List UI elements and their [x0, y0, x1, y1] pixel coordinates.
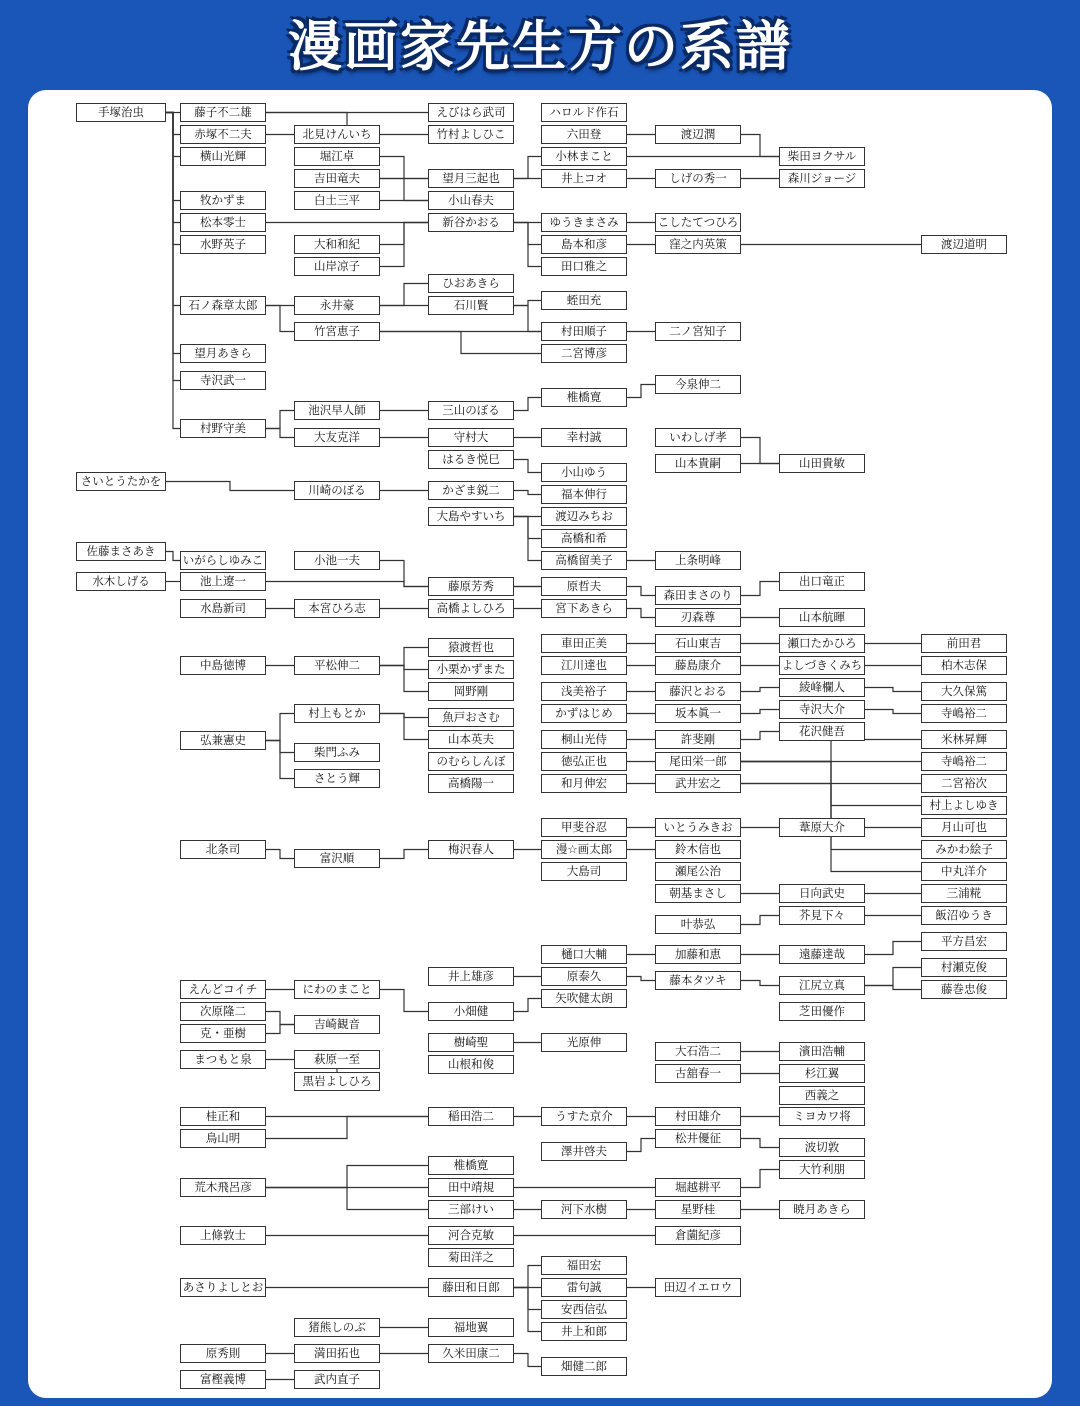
- person-box: 刃森尊: [655, 608, 741, 627]
- person-box: 吉田竜夫: [294, 169, 380, 188]
- person-box: 星野桂: [655, 1200, 741, 1219]
- person-box: 水木しげる: [76, 572, 166, 591]
- person-box: 暁月あきら: [779, 1200, 865, 1219]
- person-box: 北条司: [180, 840, 266, 859]
- person-box: 藤田和日郎: [428, 1278, 514, 1297]
- lineage-connector: [380, 157, 428, 179]
- lineage-connector: [741, 1139, 779, 1148]
- person-box: 遠藤達哉: [779, 945, 865, 964]
- person-box: 松井優征: [655, 1129, 741, 1148]
- person-box: ミヨカワ将: [779, 1107, 865, 1126]
- person-box: 手塚治虫: [76, 103, 166, 122]
- lineage-connector: [865, 986, 921, 990]
- person-box: あさりよしとお: [180, 1278, 266, 1297]
- person-box: 大友克洋: [294, 428, 380, 447]
- person-box: 畑健二郎: [541, 1357, 627, 1376]
- person-box: 村上もとか: [294, 704, 380, 723]
- person-box: 本宮ひろ志: [294, 599, 380, 618]
- lineage-connector: [266, 714, 294, 741]
- person-box: 出口竜正: [779, 572, 865, 591]
- person-box: 福本伸行: [541, 485, 627, 504]
- person-box: 岡野剛: [428, 682, 514, 701]
- person-box: 黒岩よしひろ: [294, 1072, 380, 1091]
- person-box: にわのまこと: [294, 980, 380, 999]
- lineage-connector: [741, 916, 779, 925]
- person-box: 吉崎観音: [294, 1015, 380, 1034]
- person-box: 藤沢とおる: [655, 682, 741, 701]
- person-box: 藤巻忠俊: [921, 980, 1007, 999]
- person-box: 寺沢武一: [180, 371, 266, 390]
- person-box: 椎橋寛: [541, 388, 627, 407]
- person-box: 石山東吉: [655, 634, 741, 653]
- person-box: 新谷かおる: [428, 213, 514, 232]
- person-box: 田口雅之: [541, 257, 627, 276]
- person-box: 大島司: [541, 862, 627, 881]
- lineage-connector: [266, 1166, 428, 1188]
- person-box: 藤原芳秀: [428, 577, 514, 596]
- person-box: 守村大: [428, 428, 514, 447]
- person-box: 三浦糀: [921, 884, 1007, 903]
- person-box: 次原隆二: [180, 1002, 266, 1021]
- person-box: 矢吹健太朗: [541, 989, 627, 1008]
- person-box: 鈴木信也: [655, 840, 741, 859]
- person-box: ひおあきら: [428, 274, 514, 293]
- person-box: 堀江卓: [294, 147, 380, 166]
- person-box: 六田登: [541, 125, 627, 144]
- person-box: 瀬尾公治: [655, 862, 741, 881]
- person-box: 江尻立真: [779, 976, 865, 995]
- person-box: 永井豪: [294, 296, 380, 315]
- person-box: 田中靖規: [428, 1178, 514, 1197]
- person-box: 富沢順: [294, 849, 380, 868]
- person-box: かずはじめ: [541, 704, 627, 723]
- person-box: 原秀則: [180, 1344, 266, 1363]
- person-box: 芥見下々: [779, 906, 865, 925]
- person-box: 倉薗紀彦: [655, 1226, 741, 1245]
- person-box: 平松伸二: [294, 656, 380, 675]
- person-box: 武井宏之: [655, 774, 741, 793]
- person-box: 渡辺みちお: [541, 507, 627, 526]
- person-box: みかわ絵子: [921, 840, 1007, 859]
- person-box: 平方昌宏: [921, 932, 1007, 951]
- person-box: はるき悦巳: [428, 450, 514, 469]
- person-box: 村上よしゆき: [921, 796, 1007, 815]
- person-box: 中丸洋介: [921, 862, 1007, 881]
- person-box: 村田順子: [541, 322, 627, 341]
- person-box: 柏木志保: [921, 656, 1007, 675]
- lineage-connector: [266, 411, 294, 429]
- person-box: 綾峰欄人: [779, 678, 865, 697]
- person-box: 尾田栄一郎: [655, 752, 741, 771]
- person-box: 森田まさのり: [655, 586, 741, 605]
- lineage-connector: [266, 850, 294, 859]
- person-box: さとう輝: [294, 769, 380, 788]
- person-box: 小山春夫: [428, 191, 514, 210]
- person-box: 石ノ森章太郎: [180, 296, 266, 315]
- lineage-connector: [266, 1117, 428, 1139]
- lineage-connector: [514, 398, 541, 411]
- person-box: 大竹利朋: [779, 1160, 865, 1179]
- person-box: 加藤和恵: [655, 945, 741, 964]
- person-box: 前田君: [921, 634, 1007, 653]
- lineage-connector: [380, 179, 428, 201]
- person-box: いがらしゆみこ: [180, 551, 266, 570]
- person-box: 坂本眞一: [655, 704, 741, 723]
- person-box: 望月三起也: [428, 169, 514, 188]
- person-box: いわしげ孝: [655, 428, 741, 447]
- person-box: 北見けんいち: [294, 125, 380, 144]
- lineage-connector: [514, 301, 541, 306]
- person-box: 弘兼憲史: [180, 731, 266, 750]
- lineage-connector: [514, 460, 541, 473]
- lineage-connector: [627, 609, 655, 618]
- lineage-connector: [166, 552, 180, 561]
- person-box: 村瀬克俊: [921, 958, 1007, 977]
- person-box: 克・亜樹: [180, 1024, 266, 1043]
- person-box: 原泰久: [541, 967, 627, 986]
- person-box: 村野守美: [180, 419, 266, 438]
- person-box: 瀬口たかひろ: [779, 634, 865, 653]
- person-box: 葦原大介: [779, 818, 865, 837]
- person-box: 三部けい: [428, 1200, 514, 1219]
- person-box: 佐藤まさあき: [76, 542, 166, 561]
- person-box: 日向武史: [779, 884, 865, 903]
- lineage-connector: [627, 587, 655, 596]
- person-box: 猪熊しのぶ: [294, 1318, 380, 1337]
- lineage-connector: [380, 850, 428, 859]
- person-box: 鳥山明: [180, 1129, 266, 1148]
- person-box: のむらしんぼ: [428, 752, 514, 771]
- person-box: 波切敦: [779, 1138, 865, 1157]
- person-box: 寺沢大介: [779, 700, 865, 719]
- person-box: 椎橋寛: [428, 1156, 514, 1175]
- lineage-connector: [865, 688, 921, 692]
- person-box: 川崎のぼる: [294, 481, 380, 500]
- person-box: 武内直子: [294, 1370, 380, 1389]
- person-box: 大島やすいち: [428, 507, 514, 526]
- person-box: 杉江翼: [779, 1064, 865, 1083]
- person-box: 樹崎聖: [428, 1033, 514, 1052]
- lineage-connector: [380, 648, 428, 666]
- person-box: 漫☆画太郎: [541, 840, 627, 859]
- lineage-connector: [266, 1012, 294, 1025]
- lineage-connector: [380, 990, 428, 1012]
- person-box: 飯沼ゆうき: [921, 906, 1007, 925]
- person-box: 芝田優作: [779, 1002, 865, 1021]
- person-box: 池沢早人師: [294, 401, 380, 420]
- person-box: 牧かずま: [180, 191, 266, 210]
- lineage-connector: [514, 306, 541, 332]
- person-box: 光原伸: [541, 1033, 627, 1052]
- person-box: 水野英子: [180, 235, 266, 254]
- person-box: 水島新司: [180, 599, 266, 618]
- person-box: 小山ゆう: [541, 463, 627, 482]
- person-box: 大久保篤: [921, 682, 1007, 701]
- person-box: 朝基まさし: [655, 884, 741, 903]
- person-box: 桂正和: [180, 1107, 266, 1126]
- person-box: 久米田康二: [428, 1344, 514, 1363]
- person-box: 森川ジョージ: [779, 169, 865, 188]
- lineage-connector: [741, 981, 779, 986]
- person-box: 村田雄介: [655, 1107, 741, 1126]
- lineage-connector: [514, 999, 541, 1012]
- person-box: ハロルド作石: [541, 103, 627, 122]
- person-box: えんどコイチ: [180, 980, 266, 999]
- person-box: こしたてつひろ: [655, 213, 741, 232]
- person-box: ゆうきまさみ: [541, 213, 627, 232]
- lineage-connector: [166, 482, 294, 491]
- person-box: 高橋よしひろ: [428, 599, 514, 618]
- person-box: 上條敦士: [180, 1226, 266, 1245]
- lineage-connector: [627, 1139, 655, 1152]
- person-box: 山田貴敏: [779, 454, 865, 473]
- lineage-connector: [266, 306, 294, 332]
- person-box: 河合克敏: [428, 1226, 514, 1245]
- person-box: 福地翼: [428, 1318, 514, 1337]
- person-box: 柴田ヨクサル: [779, 147, 865, 166]
- person-box: よしづきくみち: [779, 656, 865, 675]
- person-box: 叶恭弘: [655, 915, 741, 934]
- lineage-connector: [865, 942, 921, 955]
- lineage-connector: [865, 968, 921, 986]
- lineage-connector: [514, 1354, 541, 1367]
- person-box: 江川達也: [541, 656, 627, 675]
- person-box: 山本航暉: [779, 608, 865, 627]
- person-box: 窪之内英策: [655, 235, 741, 254]
- person-box: 横山光輝: [180, 147, 266, 166]
- person-box: 桐山光侍: [541, 730, 627, 749]
- person-box: かざま鋭二: [428, 481, 514, 500]
- person-box: 寺嶋裕二: [921, 704, 1007, 723]
- person-box: さいとうたかを: [76, 472, 166, 491]
- person-box: 藤島康介: [655, 656, 741, 675]
- person-box: 宮下あきら: [541, 599, 627, 618]
- lineage-connector: [865, 710, 921, 714]
- lineage-connector: [266, 741, 294, 779]
- person-box: 高橋留美子: [541, 551, 627, 570]
- person-box: 山根和俊: [428, 1055, 514, 1074]
- lineage-connector: [741, 732, 779, 740]
- person-box: 幸村誠: [541, 428, 627, 447]
- person-box: 二宮裕次: [921, 774, 1007, 793]
- lineage-connector: [741, 438, 779, 464]
- person-box: 福田宏: [541, 1256, 627, 1275]
- person-box: 二宮博彦: [541, 344, 627, 363]
- person-box: 月山可也: [921, 818, 1007, 837]
- person-box: 澤井啓夫: [541, 1142, 627, 1161]
- person-box: 原哲夫: [541, 577, 627, 596]
- person-box: 甲斐谷忍: [541, 818, 627, 837]
- person-box: まつもと泉: [180, 1050, 266, 1069]
- person-box: 山岸凉子: [294, 257, 380, 276]
- person-box: 藤本タツキ: [655, 971, 741, 990]
- lineage-connector: [741, 688, 779, 692]
- person-box: うすた京介: [541, 1107, 627, 1126]
- person-box: 車田正美: [541, 634, 627, 653]
- person-box: えびはら武司: [428, 103, 514, 122]
- lineage-connector: [627, 977, 655, 981]
- person-box: 魚戸おさむ: [428, 708, 514, 727]
- person-box: 堀越耕平: [655, 1178, 741, 1197]
- person-box: 望月あきら: [180, 344, 266, 363]
- person-box: 山本英夫: [428, 730, 514, 749]
- person-box: 竹宮恵子: [294, 322, 380, 341]
- person-box: 河下水樹: [541, 1200, 627, 1219]
- person-box: 徳弘正也: [541, 752, 627, 771]
- lineage-connector: [514, 491, 541, 495]
- person-box: 渡辺潤: [655, 125, 741, 144]
- person-box: 中島徳博: [180, 656, 266, 675]
- lineage-connector: [741, 740, 921, 762]
- lineage-connector: [380, 284, 428, 306]
- lineage-connector: [741, 135, 779, 157]
- lineage-connector: [741, 710, 779, 714]
- person-box: 井上雄彦: [428, 967, 514, 986]
- person-box: 井上和郎: [541, 1322, 627, 1341]
- person-box: 山本貴嗣: [655, 454, 741, 473]
- lineage-connector: [514, 157, 541, 179]
- person-box: 島本和彦: [541, 235, 627, 254]
- person-box: 小林まこと: [541, 147, 627, 166]
- lineage-connector: [266, 429, 294, 438]
- lineage-connector: [514, 1266, 541, 1288]
- person-box: 寺嶋裕二: [921, 752, 1007, 771]
- lineage-connector: [266, 1188, 428, 1210]
- lineage-connector: [741, 1170, 779, 1188]
- person-box: 和月伸宏: [541, 774, 627, 793]
- person-box: 安西信弘: [541, 1300, 627, 1319]
- person-box: 石川賢: [428, 296, 514, 315]
- person-box: しげの秀一: [655, 169, 741, 188]
- person-box: 大石浩二: [655, 1042, 741, 1061]
- person-box: 西義之: [779, 1086, 865, 1105]
- person-box: 池上遼一: [180, 572, 266, 591]
- person-box: 濱田浩輔: [779, 1042, 865, 1061]
- lineage-connector: [627, 385, 655, 398]
- person-box: 柴門ふみ: [294, 743, 380, 762]
- person-box: 蛭田充: [541, 291, 627, 310]
- person-box: 花沢健吾: [779, 722, 865, 741]
- person-box: 許斐剛: [655, 730, 741, 749]
- lineage-connector: [741, 582, 779, 596]
- person-box: 二ノ宮知子: [655, 322, 741, 341]
- person-box: 田辺イエロウ: [655, 1278, 741, 1297]
- person-box: 竹村よしひこ: [428, 125, 514, 144]
- person-box: 稲田浩二: [428, 1107, 514, 1126]
- person-box: 梅沢春人: [428, 840, 514, 859]
- lineage-connector: [266, 1025, 294, 1034]
- person-box: 大和和紀: [294, 235, 380, 254]
- person-box: 小栗かずまた: [428, 660, 514, 679]
- person-box: 菊田洋之: [428, 1248, 514, 1267]
- person-box: 富樫義博: [180, 1370, 266, 1389]
- page-title: 漫画家先生方の系譜: [288, 15, 792, 78]
- person-box: 古舘春一: [655, 1064, 741, 1083]
- person-box: 藤子不二雄: [180, 103, 266, 122]
- person-box: 三山のぼる: [428, 401, 514, 420]
- person-box: 雷句誠: [541, 1278, 627, 1297]
- person-box: 小池一夫: [294, 551, 380, 570]
- person-box: 赤塚不二夫: [180, 125, 266, 144]
- person-box: 白土三平: [294, 191, 380, 210]
- person-box: 上条明峰: [655, 551, 741, 570]
- person-box: 萩原一至: [294, 1050, 380, 1069]
- person-box: 樋口大輔: [541, 945, 627, 964]
- person-box: いとうみきお: [655, 818, 741, 837]
- person-box: 高橋陽一: [428, 774, 514, 793]
- person-box: 荒木飛呂彦: [180, 1178, 266, 1197]
- person-box: 松本零士: [180, 213, 266, 232]
- person-box: 今泉伸二: [655, 375, 741, 394]
- lineage-connector: [380, 332, 541, 354]
- person-box: 渡辺道明: [921, 235, 1007, 254]
- person-box: 満田拓也: [294, 1344, 380, 1363]
- person-box: 猿渡哲也: [428, 638, 514, 657]
- person-box: 小畑健: [428, 1002, 514, 1021]
- person-box: 浅美裕子: [541, 682, 627, 701]
- person-box: 井上コオ: [541, 169, 627, 188]
- person-box: 高橋和希: [541, 529, 627, 548]
- person-box: 米林昇輝: [921, 730, 1007, 749]
